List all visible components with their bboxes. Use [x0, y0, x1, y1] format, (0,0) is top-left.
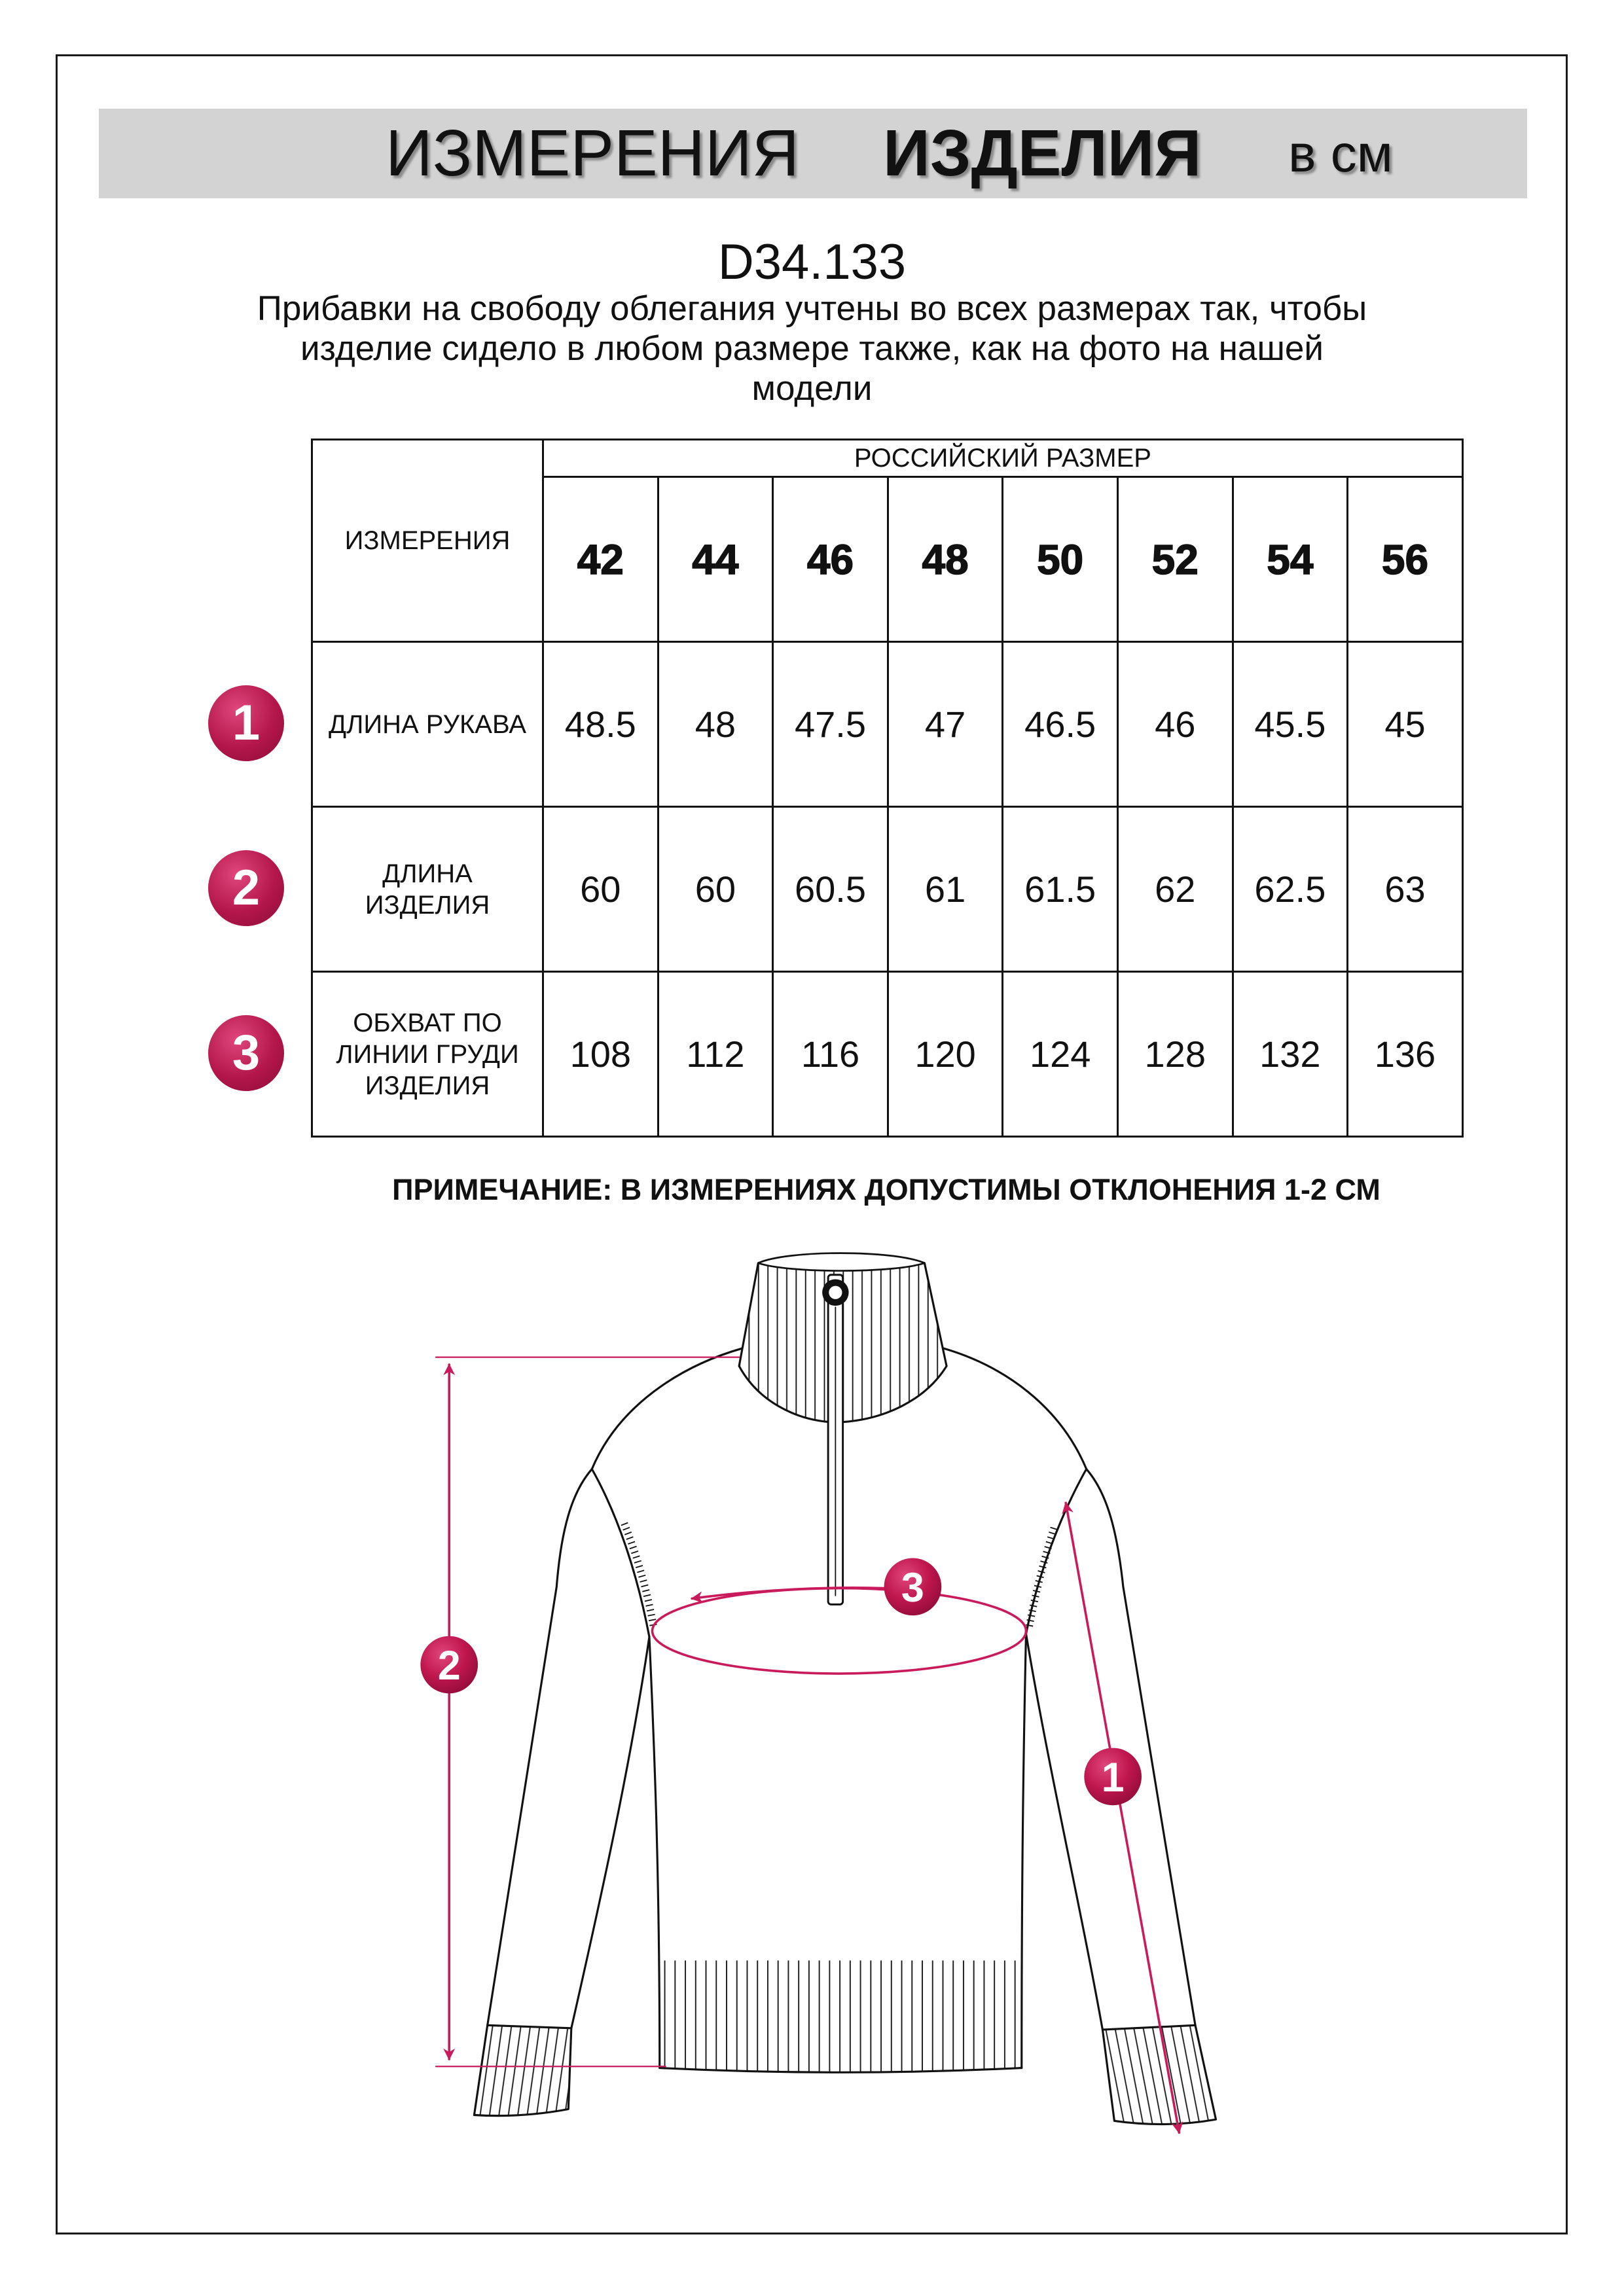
value-cell: 116 [773, 972, 888, 1137]
value-cell: 136 [1348, 972, 1463, 1137]
sweater-diagram [412, 1236, 1236, 2164]
sweater-right-cuff [1102, 2025, 1216, 2124]
sweater-right-sleeve-outer [1087, 1469, 1195, 2026]
fit-description [0, 289, 1624, 408]
sweater-left-armhole-seam [592, 1469, 649, 1637]
garment-length-marker [420, 1636, 478, 1694]
value-cell: 63 [1348, 807, 1463, 972]
sweater-right-sleeve-inner [1026, 1634, 1103, 2030]
row-label-garment-length: ДЛИНА ИЗДЕЛИЯ [312, 807, 543, 972]
sleeve-length-marker [1084, 1748, 1142, 1806]
table-row-chest-girth [312, 972, 1463, 1137]
row-marker-1-badge: 1 [208, 685, 284, 761]
sleeve-length-marker-label: 1 [1101, 1754, 1125, 1801]
size-header: 42 [543, 477, 659, 642]
row-label-sleeve-length: ДЛИНА РУКАВА [312, 642, 543, 807]
row-label-chest-girth: ОБХВАТ ПО ЛИНИИ ГРУДИ ИЗДЕЛИЯ [312, 972, 543, 1137]
value-cell: 48 [658, 642, 773, 807]
article-number: D34.133 [717, 234, 907, 290]
size-header: 48 [888, 477, 1003, 642]
sweater-left-sleeve-inner [571, 1637, 649, 2028]
title-measurements: ИЗМЕРЕНИЯ [386, 117, 799, 190]
sweater-body-left-side [649, 1637, 660, 2068]
value-cell: 60 [543, 807, 659, 972]
value-cell: 48.5 [543, 642, 659, 807]
description-line: модели [751, 369, 873, 408]
sweater-left-shoulder [592, 1348, 742, 1469]
size-header: 56 [1348, 477, 1463, 642]
sweater-right-armhole-hatching [1029, 1528, 1054, 1628]
value-cell: 128 [1117, 972, 1233, 1137]
value-cell: 132 [1233, 972, 1348, 1137]
table-row-garment-length [312, 807, 1463, 972]
value-cell: 47.5 [773, 642, 888, 807]
measurements-column-header: ИЗМЕРЕНИЯ [312, 440, 543, 642]
sweater-body-right-side [1022, 1634, 1026, 2068]
value-cell: 46.5 [1003, 642, 1118, 807]
row-marker-3-badge: 3 [208, 1015, 284, 1091]
row-marker-2-badge: 2 [208, 850, 284, 926]
sweater-hem-ribbing [660, 1960, 1022, 2072]
sweater-left-sleeve-outer [488, 1469, 592, 2026]
size-header: 52 [1117, 477, 1233, 642]
size-header: 50 [1003, 477, 1118, 642]
header-band [99, 109, 1527, 198]
value-cell: 60.5 [773, 807, 888, 972]
sweater-drawing [474, 1253, 1216, 2125]
description-line: изделие сидело в любом размере также, как на фото на нашей [300, 329, 1324, 368]
value-cell: 45 [1348, 642, 1463, 807]
value-cell: 112 [658, 972, 773, 1137]
size-header: 54 [1233, 477, 1348, 642]
chest-girth-marker [884, 1558, 942, 1616]
sweater-right-shoulder [944, 1348, 1087, 1469]
garment-length-marker-label: 2 [437, 1643, 461, 1689]
title-garment: ИЗДЕЛИЯ [883, 117, 1202, 190]
table-row-sleeve-length [312, 642, 1463, 807]
value-cell: 62.5 [1233, 807, 1348, 972]
size-table [311, 439, 1464, 1138]
value-cell: 124 [1003, 972, 1118, 1137]
value-cell: 46 [1117, 642, 1233, 807]
tolerance-note: ПРИМЕЧАНИЕ: В ИЗМЕРЕНИЯХ ДОПУСТИМЫ ОТКЛОНЕНИЯ 1-2 СМ [392, 1173, 1380, 1206]
sweater-left-cuff [474, 2025, 571, 2115]
value-cell: 61.5 [1003, 807, 1118, 972]
description-line: Прибавки на свободу облегания учтены во всех размерах так, чтобы [257, 289, 1367, 328]
value-cell: 47 [888, 642, 1003, 807]
sweater-collar-rim [758, 1253, 924, 1271]
sweater-right-armhole-seam [1026, 1469, 1087, 1634]
zipper-pull-hole [829, 1286, 842, 1299]
value-cell: 120 [888, 972, 1003, 1137]
chest-girth-marker-label: 3 [901, 1564, 924, 1611]
value-cell: 108 [543, 972, 659, 1137]
value-cell: 60 [658, 807, 773, 972]
table-header-row [312, 440, 1463, 477]
size-header: 44 [658, 477, 773, 642]
title-unit: в см [1288, 124, 1393, 183]
sweater-left-armhole-hatching [624, 1524, 654, 1628]
size-header: 46 [773, 477, 888, 642]
value-cell: 45.5 [1233, 642, 1348, 807]
size-group-header: РОССИЙСКИЙ РАЗМЕР [543, 440, 1463, 477]
value-cell: 62 [1117, 807, 1233, 972]
value-cell: 61 [888, 807, 1003, 972]
